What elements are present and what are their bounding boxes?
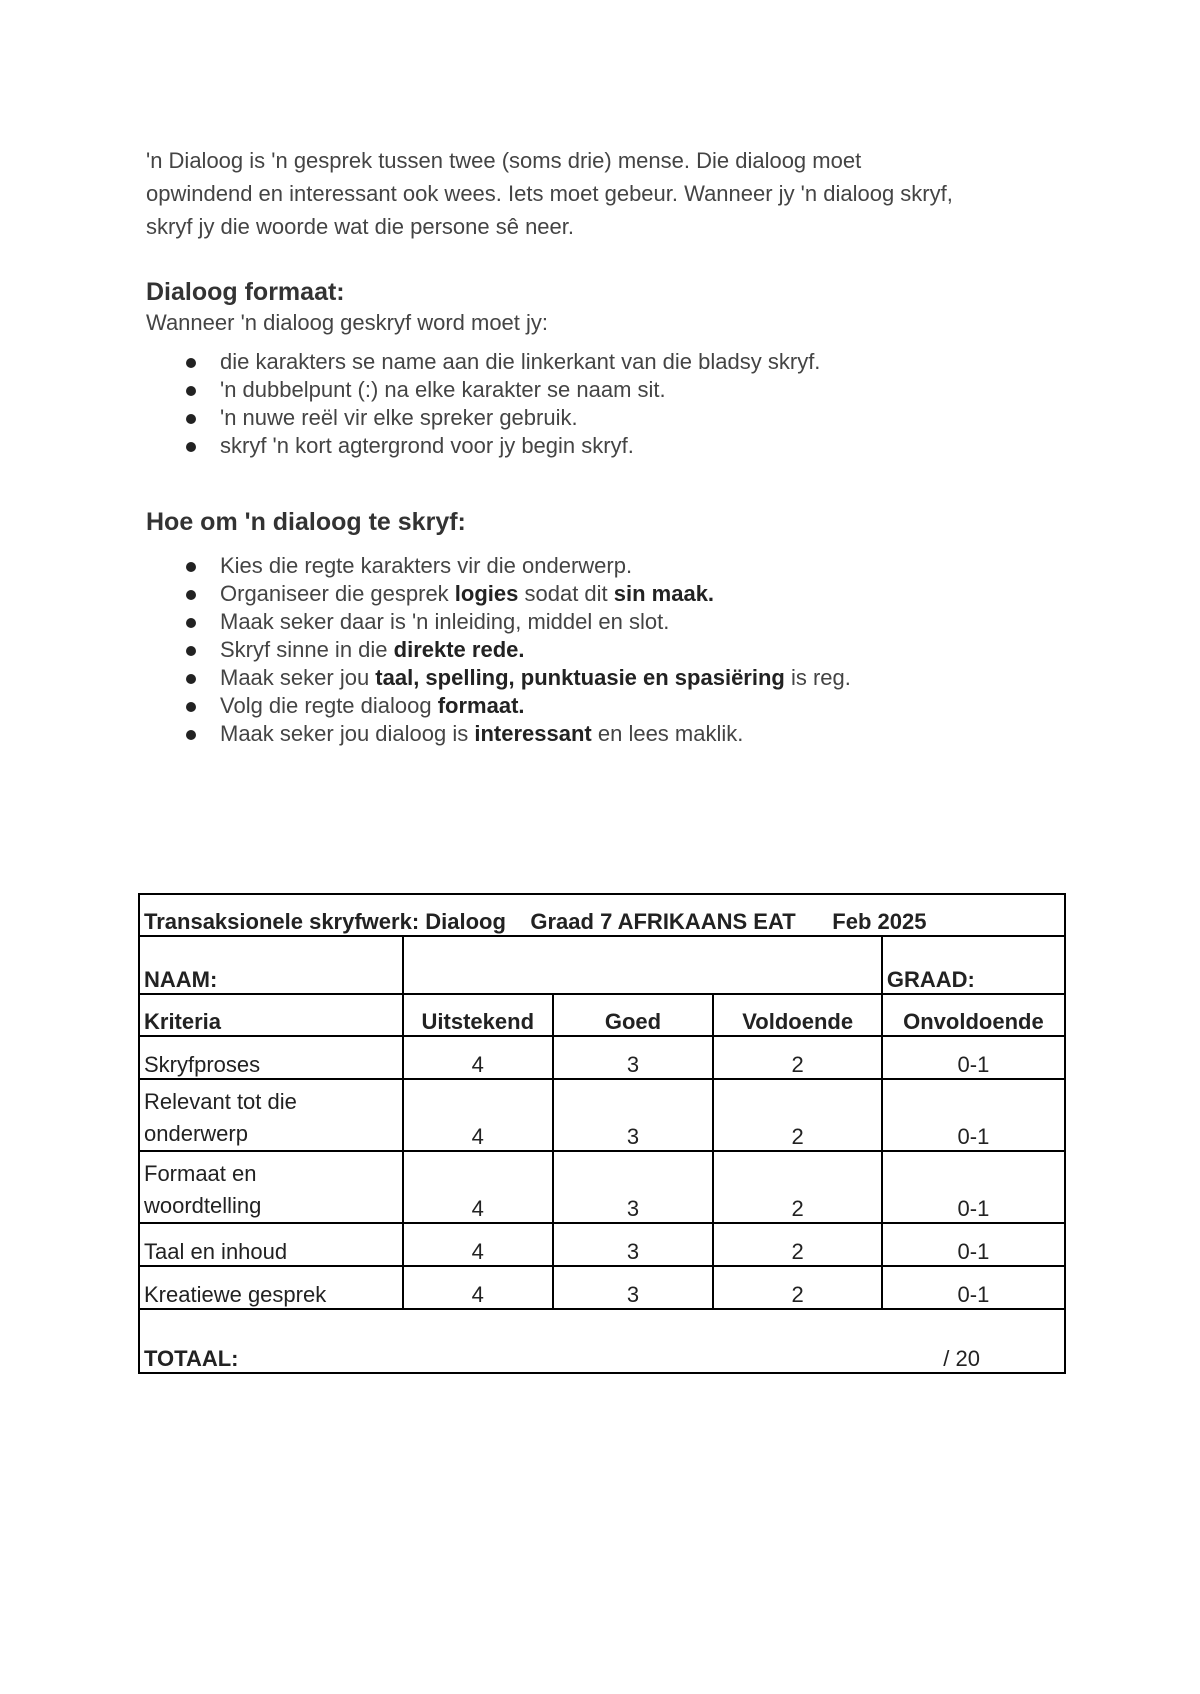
list-item-text: Skryf sinne in die: [220, 637, 394, 662]
criterion-line: onderwerp: [144, 1121, 248, 1146]
grade-label[interactable]: GRAAD:: [882, 936, 1065, 994]
bullet-icon: [186, 618, 196, 628]
list-item-bold: formaat.: [437, 693, 525, 718]
list-item-text: Maak seker jou: [220, 665, 376, 690]
table-row: [139, 1151, 1065, 1223]
list-item: [146, 720, 1066, 748]
list-item: [146, 692, 1066, 720]
bullet-icon: [186, 414, 196, 424]
rubric-title: Transaksionele skryfwerk: Dialoog Graad 7 AFRIKAANS EAT Feb 2025: [139, 894, 1065, 936]
list-item: [146, 664, 1066, 692]
total-cell: [139, 1309, 1065, 1373]
list-item-text: Maak seker daar is 'n inleiding, middel en slot.: [220, 609, 670, 634]
column-header: Uitstekend: [403, 994, 552, 1036]
intro-line: opwindend en interessant ook wees. Iets moet gebeur. Wanneer jy 'n dialoog skryf,: [146, 181, 953, 206]
list-item-text: Kies die regte karakters vir die onderwerp.: [220, 553, 633, 578]
score-cell: 2: [713, 1151, 881, 1223]
score-cell: 2: [713, 1266, 881, 1309]
intro-line: skryf jy die woorde wat die persone sê neer.: [146, 214, 575, 239]
score-cell: 0-1: [882, 1266, 1065, 1309]
list-item: [146, 552, 1066, 580]
list-item-text: sodat dit: [518, 581, 614, 606]
total-row: [139, 1309, 1065, 1373]
list-item-text: skryf 'n kort agtergrond voor jy begin skryf.: [220, 433, 634, 458]
how-list: [146, 552, 1066, 748]
name-label: NAAM:: [139, 936, 403, 994]
list-item-bold: interessant: [474, 721, 592, 746]
score-cell: 2: [713, 1079, 881, 1151]
score-cell: 2: [713, 1036, 881, 1079]
list-item: [146, 404, 1066, 432]
rubric-table: [138, 893, 1066, 1374]
list-item: [146, 608, 1066, 636]
table-row: [139, 1036, 1065, 1079]
column-header: Onvoldoende: [882, 994, 1065, 1036]
score-cell: 2: [713, 1223, 881, 1266]
list-item-text: 'n dubbelpunt (:) na elke karakter se naam sit.: [220, 377, 666, 402]
table-header-row: [139, 994, 1065, 1036]
bullet-icon: [186, 674, 196, 684]
total-label: TOTAAL:: [144, 1346, 239, 1371]
content-area: [146, 144, 1066, 748]
list-item: [146, 376, 1066, 404]
how-heading: Hoe om 'n dialoog te skryf:: [146, 508, 466, 536]
list-item-text: Maak seker jou dialoog is: [220, 721, 475, 746]
criterion-cell: Kreatiewe gesprek: [139, 1266, 403, 1309]
table-row: [139, 1223, 1065, 1266]
column-header: Goed: [553, 994, 714, 1036]
score-cell: 3: [553, 1079, 714, 1151]
list-item: [146, 432, 1066, 460]
total-value: / 20: [943, 1346, 980, 1371]
criterion-line: Relevant tot die: [144, 1089, 297, 1114]
column-header: Kriteria: [139, 994, 403, 1036]
list-item-bold: taal, spelling, punktuasie en spasiëring: [375, 665, 785, 690]
bullet-icon: [186, 646, 196, 656]
score-cell: 0-1: [882, 1036, 1065, 1079]
score-cell: 3: [553, 1223, 714, 1266]
list-item: [146, 580, 1066, 608]
name-field[interactable]: [403, 936, 882, 994]
list-item-text: Organiseer die gesprek: [220, 581, 455, 606]
score-cell: 0-1: [882, 1223, 1065, 1266]
intro-paragraph: [146, 144, 1066, 243]
list-item-text: en lees maklik.: [591, 721, 744, 746]
bullet-icon: [186, 358, 196, 368]
score-cell: 3: [553, 1266, 714, 1309]
score-cell: 0-1: [882, 1079, 1065, 1151]
format-subtitle: Wanneer 'n dialoog geskryf word moet jy:: [146, 310, 549, 335]
list-item-text: Volg die regte dialoog: [220, 693, 438, 718]
score-cell: 4: [403, 1151, 552, 1223]
criterion-cell: Skryfproses: [139, 1036, 403, 1079]
list-item-bold: logies: [454, 581, 519, 606]
list-item: [146, 636, 1066, 664]
score-cell: 4: [403, 1266, 552, 1309]
name-row: [139, 936, 1065, 994]
table-row: [139, 1266, 1065, 1309]
bullet-icon: [186, 562, 196, 572]
score-cell: 4: [403, 1079, 552, 1151]
criterion-cell: Taal en inhoud: [139, 1223, 403, 1266]
rubric-title-row: [139, 894, 1065, 936]
list-item-bold: direkte rede.: [393, 637, 525, 662]
score-cell: 3: [553, 1036, 714, 1079]
column-header: Voldoende: [713, 994, 881, 1036]
score-cell: 3: [553, 1151, 714, 1223]
list-item-text: 'n nuwe reël vir elke spreker gebruik.: [220, 405, 578, 430]
score-cell: 4: [403, 1223, 552, 1266]
criterion-line: woordtelling: [144, 1193, 262, 1218]
format-heading: Dialoog formaat:: [146, 278, 345, 306]
bullet-icon: [186, 590, 196, 600]
bullet-icon: [186, 442, 196, 452]
format-list: [146, 348, 1066, 460]
score-cell: 4: [403, 1036, 552, 1079]
intro-line: 'n Dialoog is 'n gesprek tussen twee (soms drie) mense. Die dialoog moet: [146, 148, 862, 173]
list-item-bold: sin maak.: [613, 581, 715, 606]
bullet-icon: [186, 702, 196, 712]
table-row: [139, 1079, 1065, 1151]
score-cell: 0-1: [882, 1151, 1065, 1223]
bullet-icon: [186, 386, 196, 396]
criterion-cell: [139, 1079, 403, 1151]
bullet-icon: [186, 730, 196, 740]
criterion-line: Formaat en: [144, 1161, 257, 1186]
list-item-text: die karakters se name aan die linkerkant van die bladsy skryf.: [220, 349, 821, 374]
list-item: [146, 348, 1066, 376]
list-item-text: is reg.: [784, 665, 851, 690]
criterion-cell: [139, 1151, 403, 1223]
